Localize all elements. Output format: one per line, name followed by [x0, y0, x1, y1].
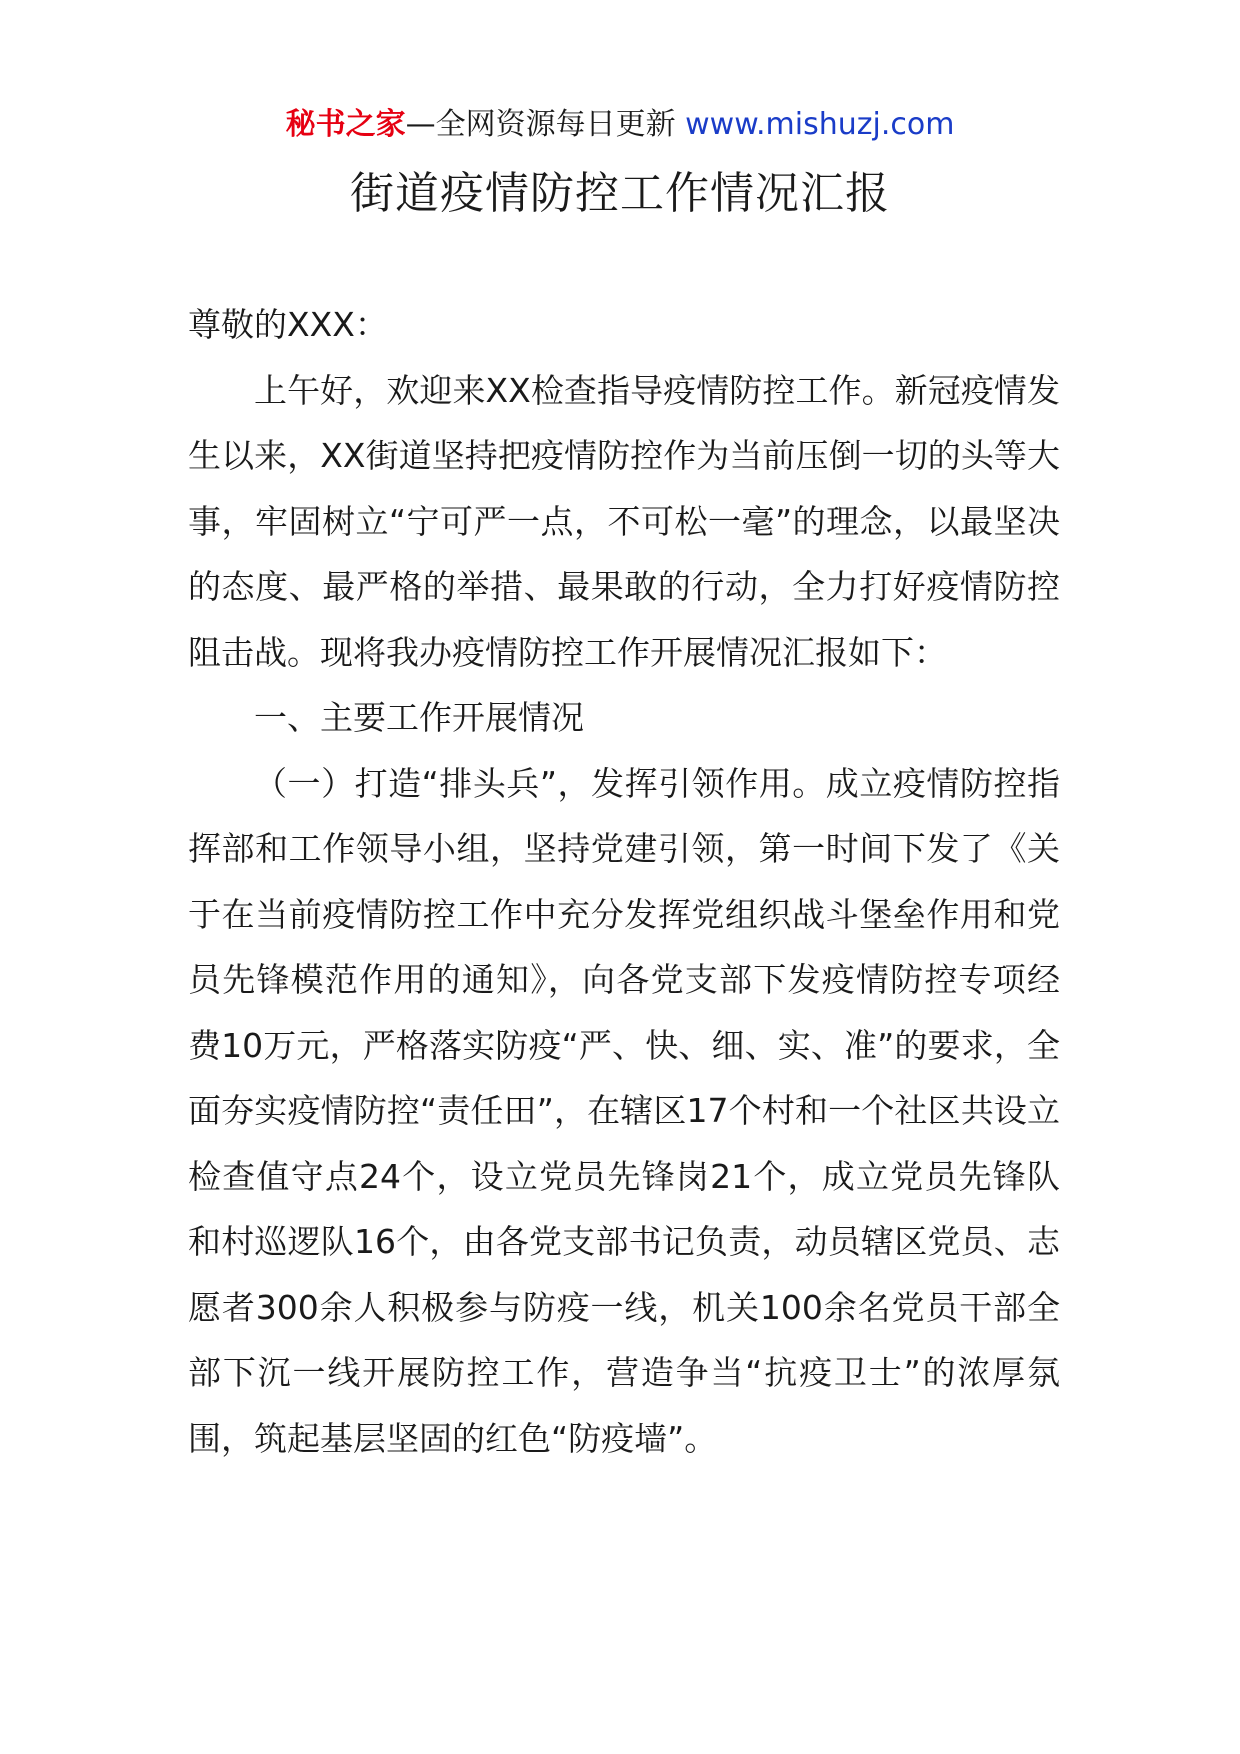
brand-name: 秘书之家 [285, 107, 406, 142]
site-header [0, 103, 1240, 147]
site-url-link[interactable]: www.mishuzj.com [685, 107, 955, 142]
document-title: 街道疫情防控工作情况汇报 [350, 168, 890, 219]
body-paragraph-item-1: （一）打造“排头兵”，发挥引领作用。成立疫情防控指挥部和工作领导小组，坚持党建引领，第一时间下发了《关于在当前疫情防控工作中充分发挥党组织战斗堡垒作用和党员先锋模范作用的通知》，向各党支部下发疫情防控专项经费10万元，严格落实防疫“严、快、细、实、准”的要求，全面夯实疫情防控“责任田”，在辖区17个村和一个社区共设立检查值守点24个，设立党员先锋岗21个，成立党员先锋队和村巡逻队16个，由各党支部书记负责，动员辖区党员、志愿者300余人积极参与防疫一线，机关100余名党员干部全部下沉一线开展防控工作，营造争当“抗疫卫士”的浓厚氛围，筑起基层坚固的红色“防疫墙”。 [188, 763, 1060, 1458]
salutation: 尊敬的XXX： [188, 305, 388, 344]
document-body [188, 292, 1060, 1471]
body-paragraph-intro: 上午好，欢迎来XX检查指导疫情防控工作。新冠疫情发生以来，XX街道坚持把疫情防控作为当前压倒一切的头等大事，牢固树立“宁可严一点，不可松一毫”的理念，以最坚决的态度、最严格的举措、最果敢的行动，全力打好疫情防控阻击战。现将我办疫情防控工作开展情况汇报如下： [188, 370, 1060, 672]
site-tagline: —全网资源每日更新 [405, 107, 686, 142]
section-heading: 一、主要工作开展情况 [254, 698, 584, 737]
